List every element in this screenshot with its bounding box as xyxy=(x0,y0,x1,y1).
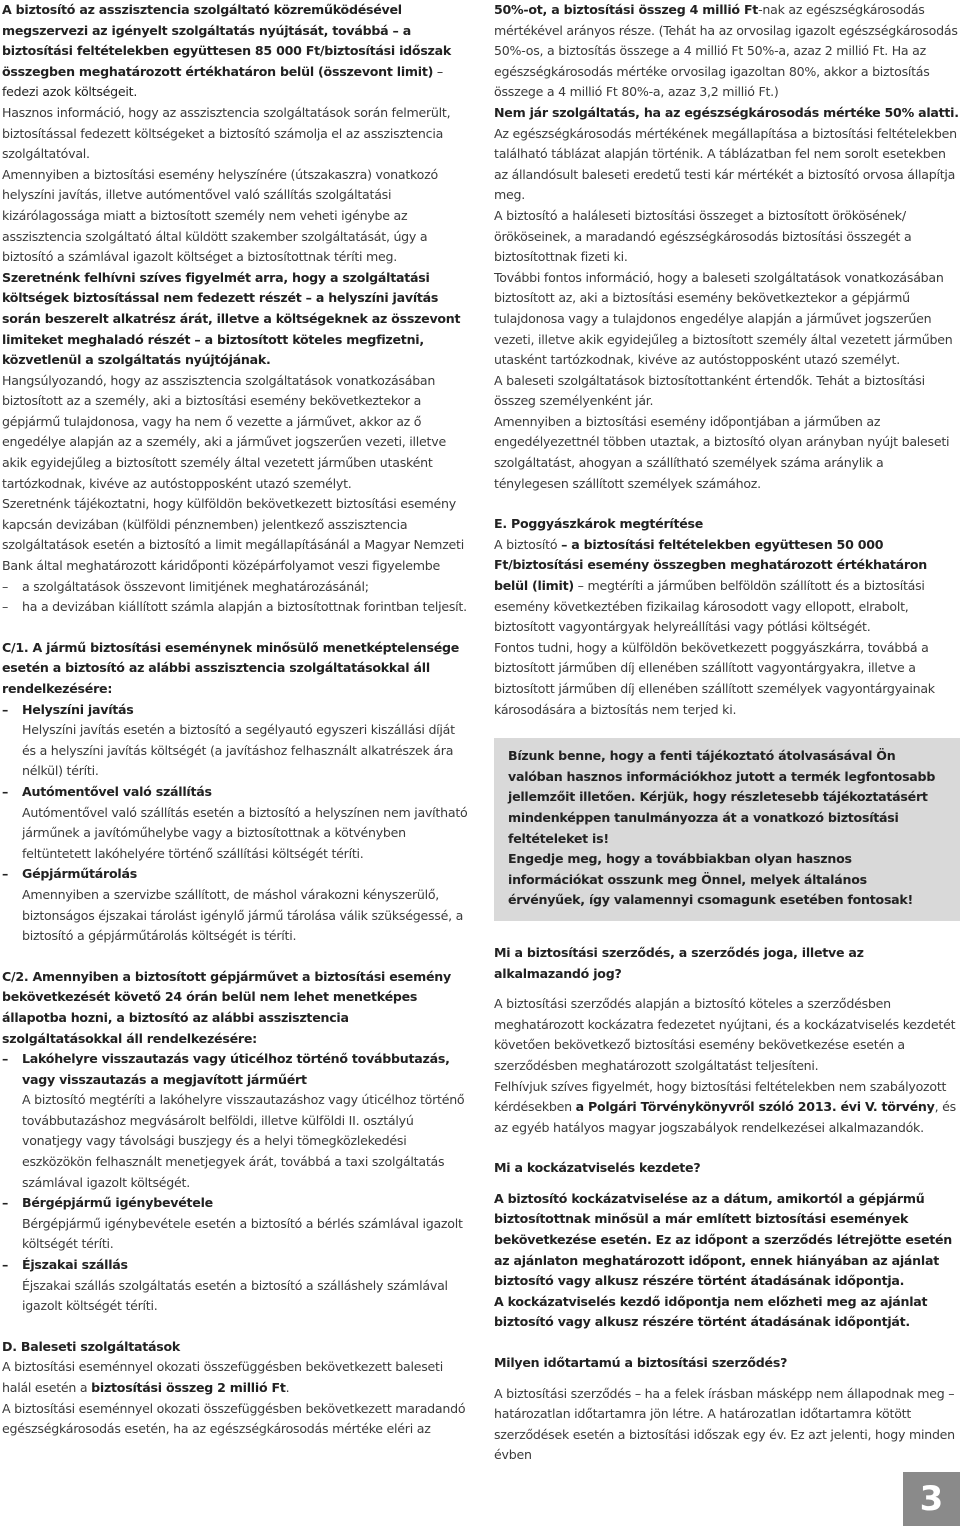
luggage-exclusion-paragraph: Fontos tudni, hogy a külföldön bekövetkezett poggyászkárra, továbbá a biztosított járműben díj ellenében szállított vagyontárgyakra, illetve a biztosított járműben díj ellenében szállított személyek vagyontárgyainak károsodására a biztosítás nem terjed ki. xyxy=(494,639,935,717)
currency-dash-item: – ha a devizában kiállított számla alapján a biztosítottnak forintban teljesít. xyxy=(2,597,468,618)
section-c1-heading: C/1. A jármű biztosítási eseménynek minősülő menetképtelensége esetén a biztosító az alábbi asszisztencia szolgáltatásokkal áll rendelkezésére: xyxy=(2,639,460,696)
coverage-start-heading: Mi a kockázatviselés kezdete? xyxy=(494,1160,701,1176)
c2-item-title: – Lakóhelyre visszautazás vagy úticélhoz történő továbbutazás, vagy visszautazás a megjavított járműért xyxy=(2,1049,468,1090)
c1-item-title: – Autómentővel való szállítás xyxy=(2,782,468,803)
notice-box xyxy=(494,738,960,921)
spacer xyxy=(494,1374,960,1384)
c1-item-text: Helyszíni javítás esetén a biztosító a segélyautó egyszeri kiszállási díját és a helyszíni javítás költségét (a javításhoz felhasznált alkatrészek ára nélkül) téríti. xyxy=(22,722,455,779)
exclusivity-paragraph: Amennyiben a biztosítási esemény helyszínére (útszakaszra) vonatkozó helyszíni javítás, illetve autómentővel való szállítás szolgáltatási kizárólagossága miatt a biztosított személy nem veheti igénybe az asszisztencia szolgáltató által küldött szakember szolgáltatását, úgy a biztosító a számlával igazolt költséget a biztosítottnak téríti meg. xyxy=(2,166,438,265)
section-e-heading: E. Poggyászkárok megtérítése xyxy=(494,516,704,532)
left-column xyxy=(2,0,468,1440)
c2-item-text: A biztosító megtéríti a lakóhelyre visszautazáshoz vagy úticélhoz történő továbbutazáshoz megvásárolt belföldi, illetve külföldi II. osztályú vonatjegy vagy távolsági buszjegy és a helyi tömegközlekedési eszközökön felhasznált menetjegyek árát, továbbá a taxi szolgáltatás számlával igazolt költségét. xyxy=(22,1092,465,1190)
contract-paragraph: A biztosítási szerződés alapján a biztosító köteles a szerződésben meghatározott kockázatra fedezetet nyújtani, és a kockázatviselés kezdetét követően bekövetkező biztosítási esemény bekövetkezése esetén a szerződésben meghatározott szolgáltatást teljesíteni. xyxy=(494,996,956,1073)
overload-paragraph: Amennyiben a biztosítási esemény időpontjában a járműben az engedélyezettnél többen utaztak, a biztosító olyan arányban nyújt baleseti szolgáltatást, ahogyan a szállítható személyek száma aránylik a ténylegesen szállított személyek számához. xyxy=(494,413,950,491)
c1-item-title: – Gépjárműtárolás xyxy=(2,864,468,885)
per-person-paragraph: A baleseti szolgáltatások biztosítottanként értendők. Tehát a biztosítási összeg személyenként jár. xyxy=(494,372,925,409)
right-column xyxy=(494,0,960,1466)
spacer xyxy=(494,494,960,514)
c2-item-title: – Bérgépjármű igénybevétele xyxy=(2,1193,468,1214)
c1-item-text: Autómentővel való szállítás esetén a biztosító a helyszínen nem javítható járműnek a javítóműhelybe vagy a biztosítottnak a kötvényben feltüntetett lakóhelyére történő szállítási költségét téríti. xyxy=(22,804,468,861)
contract-heading: Mi a biztosítási szerződés, a szerződés joga, illetve az alkalmazandó jog? xyxy=(494,944,864,981)
spacer xyxy=(494,1138,960,1158)
notice-text: Engedje meg, hogy a továbbiakban olyan hasznos információkat osszunk meg Önnel, melyek általános érvényűek, így valamennyi csomagunk esetében fontosak! xyxy=(508,851,914,908)
c2-item-text: Bérgépjármű igénybevétele esetén a biztosító a bérlés számlával igazolt költségét téríti. xyxy=(22,1215,463,1252)
c1-item-text: Amennyiben a szervizbe szállított, de máshol várakozni kényszerülő, biztonságos éjszakai tárolást igénylő jármű tárolása válik szükségessé, a biztosító a gépjárműtárolás költségét is téríti. xyxy=(22,886,464,944)
spacer xyxy=(2,1317,468,1337)
page-number: 3 xyxy=(903,1472,960,1526)
duration-heading: Milyen időtartamú a biztosítási szerződés? xyxy=(494,1355,788,1371)
disability-amount-paragraph: 50%-ot, a biztosítási összeg 4 millió Ft-nak az egészségkárosodás mértékével arányos része. (Tehát ha az orvosilag igazolt egészségkárosodás 50%-os, a biztosítás összege a 4 millió Ft 50%-a, azaz 2 millió Ft. Ha az egészségkárosodás mértéke orvosilag igazoltan 80%, akkor a biztosítás összege a 4 millió Ft 80%-a, azaz 3,2 millió Ft.) xyxy=(494,2,958,100)
notice-text: Bízunk benne, hogy a fenti tájékoztató átolvasásával Ön valóban hasznos információkhoz jutott a termék legfontosabb jellemzőit illetően. Kérjük, hogy részletesebb tájékoztatásért mindenképpen tanulmányozza át a vonatkozó biztosítási feltételeket is! xyxy=(508,748,936,846)
currency-paragraph: Szeretnénk tájékoztatni, hogy külföldön bekövetkezett biztosítási esemény kapcsán devizában (külföldi pénznemben) jelentkező asszisztencia szolgáltatások esetén a biztosító a limit megállapításánál a Magyar Nemzeti Bank által meghatározott káridőponti középárfolyamot veszi figyelembe xyxy=(2,496,464,574)
luggage-paragraph: A biztosító – a biztosítási feltételekben együttesen 50 000 Ft/biztosítási esemény összegben meghatározott értékhatáron belül (limit) – megtéríti a járműben belföldön szállított és a biztosítási esemény következtében fizikailag károsodott vagy ellopott, elrabolt, biztosított vagyontárgyak helyreállítási vagy pótlási költségét. xyxy=(494,536,928,635)
cost-notice-paragraph: Szeretnénk felhívni szíves figyelmét arra, hogy a szolgáltatási költségek biztosítással nem fedezett részét – a helyszíni javítás során beszerelt alkatrész árát, illetve a költségeknek az összevont limiteket meghaladó részét – a biztosított köteles megfizetni, közvetlenül a szolgáltatás nyújtójának. xyxy=(2,269,461,368)
intro-paragraph: A biztosító az asszisztencia szolgáltató közreműködésével megszervezi az igényelt szolgáltatás nyújtását, továbbá – a biztosítási feltételekben együttesen 85 000 Ft/biztosítási időszak összegben meghatározott értékhatáron belül (összevont limit) – fedezi azok költségeit. xyxy=(2,2,452,100)
spacer xyxy=(2,618,468,638)
c2-item-text: Éjszakai szállás szolgáltatás esetén a biztosító a szálláshely számlával igazolt költségét téríti. xyxy=(22,1277,448,1314)
accident-insured-paragraph: További fontos információ, hogy a baleseti szolgáltatások vonatkozásában biztosított az, aki a biztosítási esemény bekövetkeztekor a gépjármű tulajdonosa vagy a tulajdonos engedélye alapján a járművet jogszerűen vezeti, illetve akik egyidejűleg a biztosított személy által vezetett járműben utasként tartózkodnak, kivéve az autóstopposként utazó személyt. xyxy=(494,269,953,368)
duration-paragraph: A biztosítási szerződés – ha a felek írásban másképp nem állapodnak meg – határozatlan időtartamra jön létre. A határozatlan időtartamra kötött szerződések esetén a biztosítási időszak egy év. Ez azt jelenti, hogy minden évben xyxy=(494,1385,955,1463)
insured-person-paragraph: Hangsúlyozandó, hogy az asszisztencia szolgáltatások vonatkozásában biztosított az a személy, aki a biztosítási esemény bekövetkeztekor a gépjármű tulajdonosa, vagy ha nem ő vezette a járművet, akkor az ő engedélye alapján az a személy, aki a járművet jogszerűen vezeti, illetve akik egyidejűleg a biztosított személy által vezetett járműben utasként tartózkodnak, kivéve az autóstopposként utazó személyt. xyxy=(2,372,446,491)
c2-item-title: – Éjszakai szállás xyxy=(2,1255,468,1276)
spacer xyxy=(494,1333,960,1353)
death-benefit-paragraph: A biztosítási eseménnyel okozati összefüggésben bekövetkezett baleseti halál esetén a biztosítási összeg 2 millió Ft. xyxy=(2,1359,443,1395)
c1-item-title: – Helyszíni javítás xyxy=(2,700,468,721)
coverage-start-limit-paragraph: A kockázatviselés kezdő időpontja nem előzheti meg az ajánlat biztosító vagy alkusz részére történt átadásának időpontját. xyxy=(494,1293,928,1330)
spacer xyxy=(494,984,960,994)
applicable-law-paragraph: Felhívjuk szíves figyelmét, hogy biztosítási feltételekben nem szabályozott kérdésekben a Polgári Törvénykönyvről szóló 2013. évi V. törvény, és az egyéb hatályos magyar jogszabályok rendelkezései alkalmazandók. xyxy=(494,1078,956,1135)
disability-paragraph: A biztosítási eseménnyel okozati összefüggésben bekövetkezett maradandó egészségkárosodás esetén, ha az egészségkárosodás mértéke eléri az xyxy=(2,1400,466,1437)
assessment-paragraph: Az egészségkárosodás mértékének megállapítása a biztosítási feltételekben található táblázat alapján történik. A táblázatban fel nem sorolt esetekben az állandósult baleseti eredetű testi kár mértékét a biztosító orvosa állapítja meg. xyxy=(494,125,957,203)
spacer xyxy=(494,1179,960,1189)
no-benefit-paragraph: Nem jár szolgáltatás, ha az egészségkárosodás mértéke 50% alatti. xyxy=(494,104,959,120)
coverage-start-paragraph: A biztosító kockázatviselése az a dátum, amikortól a gépjármű biztosítottnak minősül a már említett biztosítási események bekövetkezése esetén. Ez az időpont a szerződés létrejötte esetén az ajánlaton meghatározott időpont, ennek hiányában az ajánlat biztosító vagy alkusz részére történt átadásának időpontja. xyxy=(494,1190,953,1289)
beneficiary-paragraph: A biztosító a haláleseti biztosítási összeget a biztosított örökösének/örököseinek, a maradandó egészségkárosodás biztosítási összegét a biztosítottnak fizeti ki. xyxy=(494,207,912,265)
section-d-heading: D. Baleseti szolgáltatások xyxy=(2,1338,181,1354)
currency-dash-item: – a szolgáltatások összevont limitjének meghatározásánál; xyxy=(2,577,468,598)
spacer xyxy=(2,947,468,967)
section-c2-heading: C/2. Amennyiben a biztosított gépjárművet a biztosítási esemény bekövetkezését követő 24 órán belül nem lehet menetképes állapotba hozni, a biztosító az alábbi asszisztencia szolgáltatásokkal áll rendelkezésére: xyxy=(2,968,451,1046)
info-paragraph: Hasznos információ, hogy az asszisztencia szolgáltatások során felmerült, biztosítással fedezett költségeket a biztosító számolja el az asszisztencia szolgáltatóval. xyxy=(2,104,451,162)
